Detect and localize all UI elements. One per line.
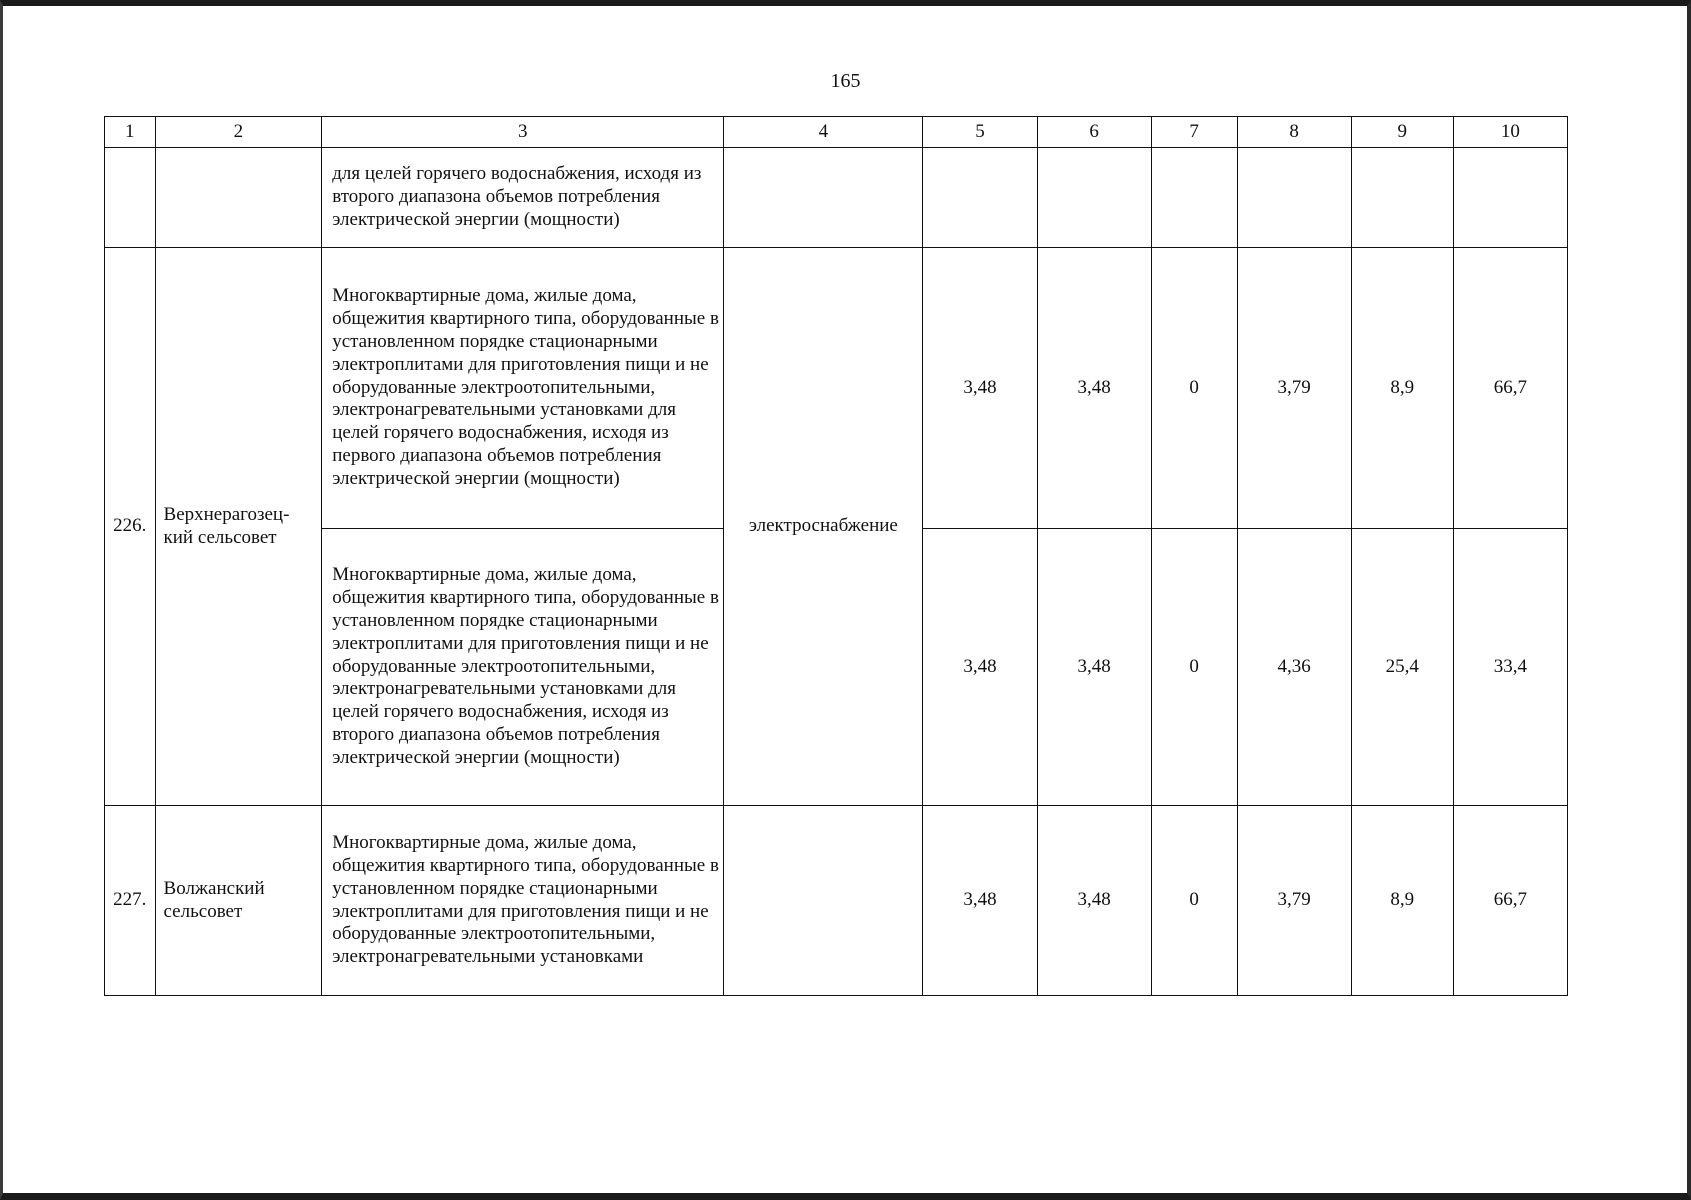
value-cell: 3,48 — [923, 248, 1037, 529]
value-cell: 4,36 — [1237, 529, 1351, 806]
column-number-header-row — [105, 117, 1568, 148]
value-cell — [1037, 148, 1151, 248]
tariff-table — [104, 116, 1568, 996]
column-header: 6 — [1037, 117, 1151, 148]
value-cell: 3,79 — [1237, 806, 1351, 996]
value-cell: 3,48 — [923, 806, 1037, 996]
table-row — [105, 148, 1568, 248]
municipality-cell: Верхнерагозец-кий сельсовет — [155, 248, 322, 806]
row-number-cell — [105, 148, 156, 248]
row-number-cell: 226. — [105, 248, 156, 806]
value-cell: 3,48 — [1037, 248, 1151, 529]
description-cell: Многоквартирные дома, жилые дома, общежития квартирного типа, оборудованные в установленном порядке стационарными электроплитами для приготовления пищи и не оборудованные электроотопительными, электронагревательными установками для целей горячего водоснабжения, исходя из второго диапазона объемов потребления электрической энергии (мощности) — [322, 529, 724, 806]
description-cell: Многоквартирные дома, жилые дома, общежития квартирного типа, оборудованные в установленном порядке стационарными электроплитами для приготовления пищи и не оборудованные электроотопительными, электронагревательными установками — [322, 806, 724, 996]
row-number-cell: 227. — [105, 806, 156, 996]
value-cell: 66,7 — [1453, 806, 1567, 996]
column-header: 8 — [1237, 117, 1351, 148]
column-header: 2 — [155, 117, 322, 148]
value-cell: 25,4 — [1351, 529, 1453, 806]
value-cell: 3,48 — [1037, 806, 1151, 996]
description-cell: для целей горячего водоснабжения, исходя из второго диапазона объемов потребления электрической энергии (мощности) — [322, 148, 724, 248]
service-cell — [724, 806, 923, 996]
service-cell: электроснабжение — [724, 248, 923, 806]
value-cell — [1237, 148, 1351, 248]
table-row — [105, 248, 1568, 529]
column-header: 5 — [923, 117, 1037, 148]
value-cell — [1151, 148, 1237, 248]
value-cell: 0 — [1151, 529, 1237, 806]
municipality-cell — [155, 148, 322, 248]
value-cell — [1351, 148, 1453, 248]
value-cell — [923, 148, 1037, 248]
column-header: 7 — [1151, 117, 1237, 148]
page-number: 165 — [830, 70, 861, 92]
value-cell: 33,4 — [1453, 529, 1567, 806]
value-cell: 66,7 — [1453, 248, 1567, 529]
value-cell: 3,79 — [1237, 248, 1351, 529]
municipality-cell: Волжанский сельсовет — [155, 806, 322, 996]
column-header: 10 — [1453, 117, 1567, 148]
value-cell: 3,48 — [923, 529, 1037, 806]
column-header: 4 — [724, 117, 923, 148]
table-row — [105, 806, 1568, 996]
column-header: 1 — [105, 117, 156, 148]
value-cell: 0 — [1151, 248, 1237, 529]
description-cell: Многоквартирные дома, жилые дома, общежития квартирного типа, оборудованные в установленном порядке стационарными электроплитами для приготовления пищи и не оборудованные электроотопительными, электронагревательными установками для целей горячего водоснабжения, исходя из первого диапазона объемов потребления электрической энергии (мощности) — [322, 248, 724, 529]
value-cell: 8,9 — [1351, 806, 1453, 996]
value-cell: 3,48 — [1037, 529, 1151, 806]
column-header: 9 — [1351, 117, 1453, 148]
column-header: 3 — [322, 117, 724, 148]
service-cell — [724, 148, 923, 248]
value-cell: 0 — [1151, 806, 1237, 996]
value-cell — [1453, 148, 1567, 248]
value-cell: 8,9 — [1351, 248, 1453, 529]
